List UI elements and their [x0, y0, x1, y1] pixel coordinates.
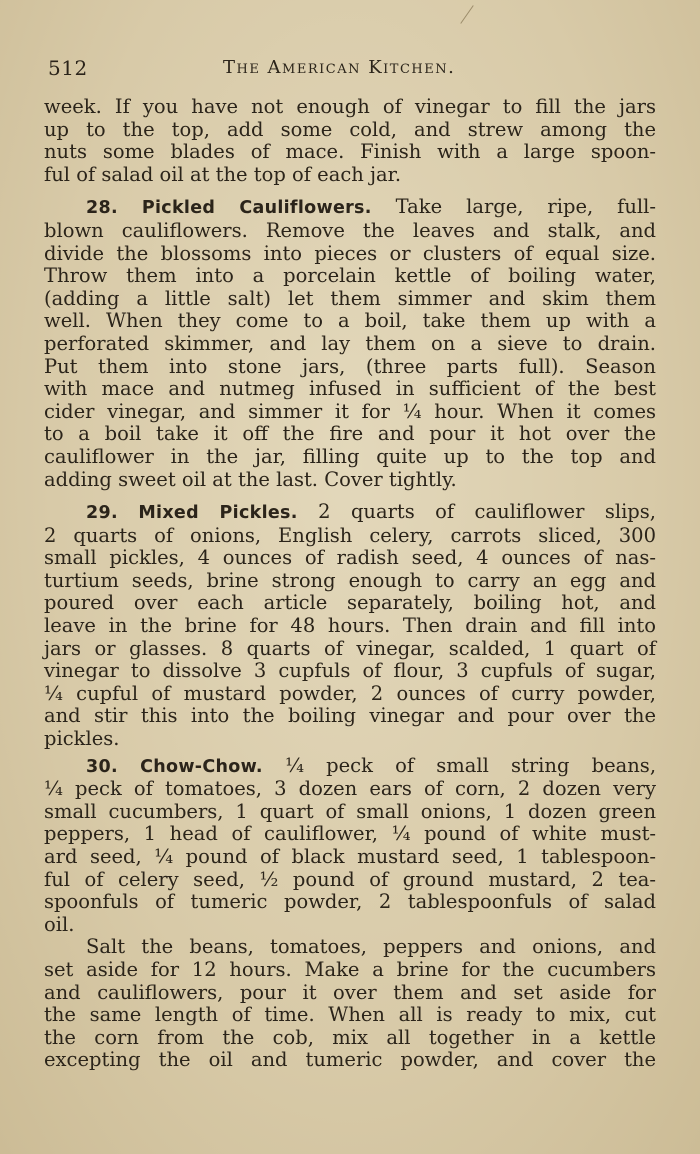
text-line: 2 quarts of onions, English celery, carrots sliced, 300: [44, 523, 656, 547]
text-line: ard seed, ¼ pound of black mustard seed, 1 tablespoon-: [44, 845, 656, 868]
text-line: well. When they come to a boil, take them up with a: [44, 309, 656, 333]
text-line: to a boil take it off the fire and pour it hot over the: [44, 422, 656, 446]
text-line: oil.: [44, 912, 75, 936]
text-line: with mace and nutmeg infused in sufficient of the best: [44, 377, 656, 401]
text-line: divide the blossoms into pieces or clusters of equal size.: [44, 241, 656, 265]
text-line: leave in the brine for 48 hours. Then drain and fill into: [44, 614, 656, 638]
text-line: cider vinegar, and simmer it for ¼ hour. When it comes: [44, 399, 656, 423]
text-line: peppers, 1 head of cauliflower, ¼ pound of white must-: [44, 822, 656, 846]
text-line: ful of celery seed, ½ pound of ground mustard, 2 tea-: [44, 867, 656, 891]
text-line: the same length of time. When all is ready to mix, cut: [44, 1003, 656, 1027]
text-line: small cucumbers, 1 quart of small onions, 1 dozen green: [44, 799, 656, 823]
text-line: blown cauliflowers. Remove the leaves and stalk, and: [44, 218, 656, 242]
recipe-first-line: [44, 196, 656, 220]
text-line: up to the top, add some cold, and strew among the: [44, 117, 656, 141]
paper-mark: [460, 5, 473, 24]
text-line: week. If you have not enough of vinegar to fill the jars: [44, 95, 656, 118]
recipe-number: 30.: [86, 756, 118, 777]
book-page: [44, 0, 658, 1154]
recipe-text: 2 quarts of cauliflower slips,: [318, 500, 657, 524]
text-line: spoonfuls of tumeric powder, 2 tablespoonfuls of salad: [44, 890, 656, 914]
recipe-28: [44, 196, 656, 491]
text-line: adding sweet oil at the last. Cover tightly.: [44, 467, 457, 491]
text-line: (adding a little salt) let them simmer and skim them: [44, 286, 656, 310]
text-line: the corn from the cob, mix all together in a kettle: [44, 1025, 656, 1049]
text-line: jars or glasses. 8 quarts of vinegar, scalded, 1 quart of: [44, 636, 656, 660]
text-line: Put them into stone jars, (three parts full). Season: [44, 354, 656, 378]
recipe-number: 29.: [86, 503, 118, 524]
text-line: cauliflower in the jar, filling quite up to the top and: [44, 444, 656, 468]
text-line: Salt the beans, tomatoes, peppers and onions, and: [86, 935, 656, 959]
text-line: ful of salad oil at the top of each jar.: [44, 162, 402, 186]
recipe-29: [44, 501, 656, 751]
recipe-title: Mixed Pickles.: [138, 503, 298, 524]
running-head: The American Kitchen.: [223, 57, 456, 78]
recipe-title: Chow-Chow.: [140, 756, 263, 777]
recipe-30: [44, 755, 656, 1072]
recipe-text: ¼ peck of small string beans,: [285, 753, 657, 777]
text-line: vinegar to dissolve 3 cupfuls of flour, 3 cupfuls of sugar,: [44, 659, 656, 683]
text-line: pickles.: [44, 727, 120, 751]
text-line: set aside for 12 hours. Make a brine for the cucumbers: [44, 957, 656, 981]
recipe-first-line: [44, 501, 656, 525]
text-line: excepting the oil and tumeric powder, and cover the: [44, 1048, 656, 1072]
text-line: Throw them into a porcelain kettle of boiling water,: [44, 264, 656, 288]
text-line: ¼ peck of tomatoes, 3 dozen ears of corn, 2 dozen very: [44, 777, 656, 801]
continuation-paragraph: [44, 96, 656, 186]
body-text: [44, 96, 656, 1072]
recipe-number: 28.: [86, 198, 118, 219]
page-header: [48, 56, 654, 84]
text-line: perforated skimmer, and lay them on a sieve to drain.: [44, 331, 656, 355]
text-line: small pickles, 4 ounces of radish seed, 4 ounces of nas-: [44, 546, 656, 570]
text-line: nuts some blades of mace. Finish with a large spoon-: [44, 140, 656, 164]
text-line: and cauliflowers, pour it over them and set aside for: [44, 980, 656, 1004]
recipe-first-line: [44, 755, 656, 779]
recipe-text: Take large, ripe, full-: [395, 195, 656, 219]
page-number: 512: [48, 56, 88, 80]
text-line: and stir this into the boiling vinegar and pour over the: [44, 704, 656, 728]
text-line: turtium seeds, brine strong enough to carry an egg and: [44, 568, 656, 592]
text-line: ¼ cupful of mustard powder, 2 ounces of curry powder,: [44, 681, 656, 705]
text-line: poured over each article separately, boiling hot, and: [44, 591, 656, 615]
recipe-title: Pickled Cauliflowers.: [141, 198, 372, 219]
